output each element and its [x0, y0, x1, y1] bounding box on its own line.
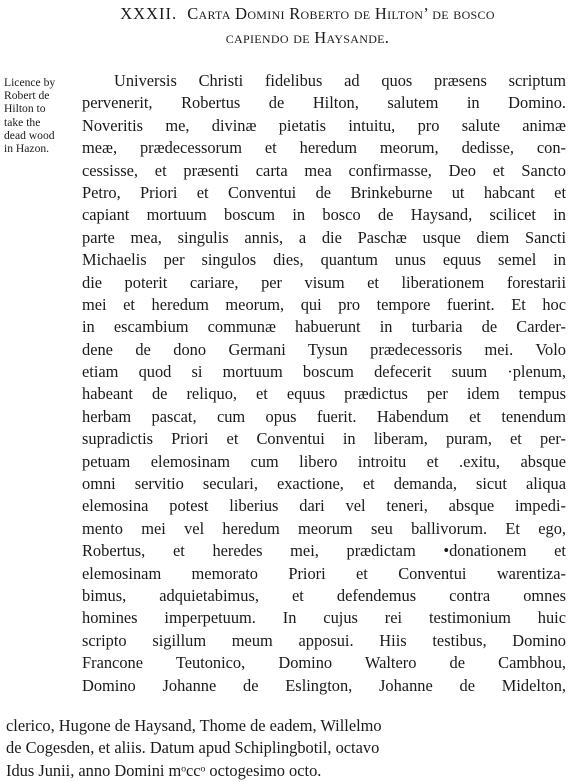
charter-title: Carta Domini Roberto de Hilton’ de bosco [187, 4, 495, 23]
body-line: homines imperpetuum. In cujus rei testimonium huic [82, 608, 566, 628]
tail-line: clerico, Hugone de Haysand, Thome de eadem, Willelmo [6, 716, 382, 735]
body-line: capiant mortuum boscum in bosco de Haysand, scilicet in [82, 205, 566, 225]
marginal-note [4, 76, 78, 155]
body-line: cessisse, et præsenti carta mea confirmasse, Deo et Sancto [82, 160, 566, 180]
tail-line: de Cogesden, et aliis. Datum apud Schiplingbotil, octavo [6, 738, 380, 758]
body-line: elemosinam memorato Priori et Conventui warentiza- [82, 563, 566, 583]
body-line: petuam elemosinam cum libero introitu et .exitu, absque [82, 451, 566, 471]
margin-note-line: dead wood [4, 128, 55, 142]
body-line: Noveritis me, divinæ pietatis intuitu, pro salute animæ [82, 115, 566, 135]
margin-note-line: Licence by [4, 76, 56, 89]
body-line: meæ, prædecessorum et heredum meorum, dedisse, con- [82, 138, 566, 158]
margin-note-line: Hilton to [4, 102, 46, 116]
tail-line: Idus Junii, anno Domini mᵒccᵒ octogesimo octo. [6, 760, 322, 780]
body-line: scripto sigillum meum apposui. Hiis testibus, Domino [82, 630, 566, 650]
body-line: parte mea, singulis annis, a die Paschæ usque diem Sancti [82, 227, 566, 247]
charter-number: XXXII. [120, 4, 178, 23]
body-line: die poterit cariare, per visum et liberationem forestarii [82, 272, 566, 292]
body-line: elemosina potest liberius dari vel teneri, absque impedi- [82, 496, 566, 516]
body-line: Petro, Priori et Conventui de Brinkeburne ut habcant et [82, 182, 566, 202]
charter-heading [0, 2, 575, 50]
body-line: mei et heredum meorum, qui pro tempore fuerint. Et hoc [82, 294, 566, 314]
margin-note-line: Robert de [4, 89, 50, 103]
body-line: in escambium communæ habuerunt in turbaria de Carder- [82, 317, 566, 337]
body-line: Francone Teutonico, Domino Waltero de Cambhou, [82, 653, 566, 673]
body-line: mento mei vel heredum meorum seu ballivorum. Et ego, [82, 518, 566, 538]
body-line: pervenerit, Robertus de Hilton, salutem in Domino. [82, 93, 566, 113]
heading-line-1 [40, 2, 575, 26]
margin-note-line: take the [4, 115, 41, 129]
body-line: Domino Johanne de Eslington, Johanne de Midelton, [82, 675, 566, 695]
body-line: Universis Christi fidelibus ad quos præsens scriptum [114, 71, 566, 90]
body-line: Michaelis per singulos dies, quantum unus equus semel in [82, 250, 566, 270]
charter-tail [6, 715, 566, 782]
body-line: dene de dono Germani Tysun prædecessoris mei. Volo [82, 339, 566, 359]
margin-note-line: in Hazon. [4, 142, 50, 156]
body-line: Robertus, et heredes mei, prædictam •donationem et [82, 541, 566, 561]
body-line: herbam pascat, cum opus fuerit. Habendum et tenendum [82, 406, 566, 426]
body-line: bimus, adquietabimus, et defendemus contra omnes [82, 585, 566, 605]
charter-body [82, 70, 566, 697]
body-line: omni servitio seculari, exactione, et demanda, sicut aliqua [82, 474, 566, 494]
body-line: habeant de reliquo, et equus prædictus per idem tempus [82, 384, 566, 404]
heading-line-2: capiendo de Haysande. [225, 28, 390, 47]
body-line: supradictis Priori et Conventui in liberam, puram, et per- [82, 429, 566, 449]
body-line: etiam quod si mortuum boscum defecerit suum ·plenum, [82, 362, 566, 382]
